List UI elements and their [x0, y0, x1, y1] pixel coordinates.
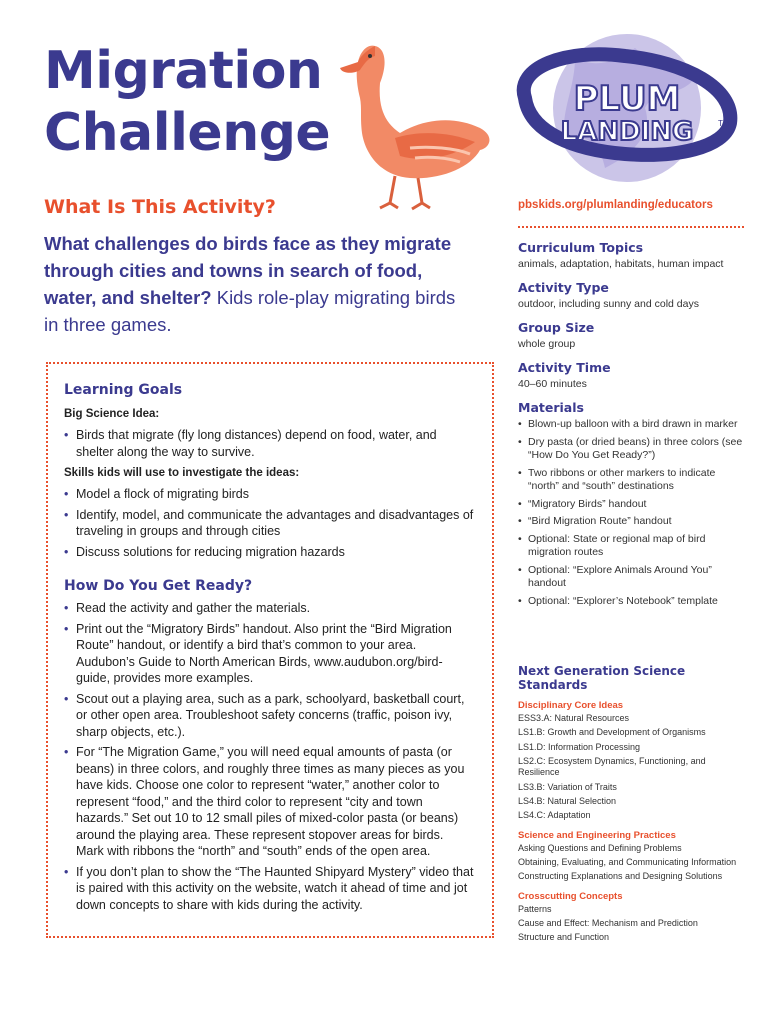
intro-question: What challenges do birds face as they migrate through cities and towns in search of food, water, and shelter?	[44, 233, 452, 308]
list-item: • For “The Migration Game,” you will need equal amounts of pasta (or beans) in three colors, and roughly three times as many pieces as you have kids. Choose one color to represent “water,” another color to represent “food,” and the third color to represent “city and town hazards.” Set out 10 to 12 small piles of mixed-color pasta (or beans) around the playing area. These represent stopover areas for birds. Mark with ribbons the “north” and “south” ends of the open area.	[64, 744, 474, 860]
list-item: • Optional: State or regional map of bird migration routes	[518, 533, 744, 560]
activity-heading: What Is This Activity?	[44, 196, 276, 218]
sep-label: Science and Engineering Practices	[518, 829, 676, 841]
activity-time-label: Activity Time	[518, 360, 611, 375]
goals-box	[46, 362, 494, 938]
list-item: • Optional: “Explore Animals Around You” handout	[518, 564, 744, 591]
get-ready-heading: How Do You Get Ready?	[64, 578, 253, 594]
materials-label: Materials	[518, 400, 584, 415]
list-item: • “Bird Migration Route” handout	[518, 515, 744, 529]
list-item: Obtaining, Evaluating, and Communicating Information	[518, 857, 737, 868]
dci-group	[518, 700, 748, 822]
list-item: • Read the activity and gather the materials.	[64, 600, 474, 617]
svg-text:PLUM: PLUM	[573, 79, 681, 119]
cc-group	[518, 891, 748, 944]
list-item: LS1.D: Information Processing	[518, 741, 641, 752]
list-item: • Discuss solutions for reducing migration hazards	[64, 544, 474, 561]
ngss-heading: Next Generation Science Standards	[518, 664, 686, 692]
sep-group	[518, 830, 748, 883]
skills-list	[64, 486, 474, 564]
curriculum-value: animals, adaptation, habitats, human impact	[518, 258, 724, 270]
list-item: LS3.B: Variation of Traits	[518, 781, 617, 792]
intro-tail: Kids role-play migrating birds in three games.	[44, 287, 456, 335]
list-item: • Identify, model, and communicate the advantages and disadvantages of traveling in groups and through cities	[64, 507, 474, 540]
list-item: LS2.C: Ecosystem Dynamics, Functioning, and Resilience	[518, 755, 706, 778]
group-size-value: whole group	[518, 338, 576, 350]
title-line-1: Migration	[44, 41, 323, 101]
list-item: • If you don’t plan to show the “The Haunted Shipyard Mystery” video that is paired with this activity on the website, watch it ahead of time and jot down concepts to share with kids during the activity.	[64, 864, 474, 914]
list-item: • Optional: “Explorer’s Notebook” template	[518, 595, 744, 609]
list-item: • Scout out a playing area, such as a park, schoolyard, basketball court, or other open area. Troubleshoot safety concerns (traffic, poison ivy, sharp objects, etc.).	[64, 691, 474, 741]
list-item: Patterns	[518, 903, 552, 914]
ngss-section	[518, 664, 748, 952]
svg-text:TM: TM	[718, 119, 730, 128]
activity-time-value: 40–60 minutes	[518, 378, 587, 390]
cc-label: Crosscutting Concepts	[518, 890, 623, 902]
list-item: LS1.B: Growth and Development of Organisms	[518, 727, 706, 738]
get-ready-list	[64, 600, 474, 917]
list-item: Cause and Effect: Mechanism and Prediction	[518, 918, 698, 929]
page-title	[44, 40, 330, 164]
big-idea-label: Big Science Idea:	[64, 408, 160, 420]
list-item: LS4.B: Natural Selection	[518, 795, 617, 806]
educators-link[interactable]: pbskids.org/plumlanding/educators	[518, 199, 713, 211]
list-item: LS4.C: Adaptation	[518, 810, 591, 821]
duck-illustration	[330, 38, 495, 213]
svg-text:LANDING: LANDING	[560, 117, 694, 147]
list-item: Structure and Function	[518, 932, 610, 943]
list-item: Constructing Explanations and Designing Solutions	[518, 871, 723, 882]
title-line-2: Challenge	[44, 103, 331, 163]
learning-goals-heading: Learning Goals	[64, 382, 183, 398]
divider	[518, 226, 744, 228]
list-item: • Print out the “Migratory Birds” handout. Also print the “Bird Migration Route” handout, or identify a bird that’s common to your area. Audubon’s Guide to North American Birds, www.audubon.org/bird-guide, provides more examples.	[64, 621, 474, 687]
list-item: • Dry pasta (or dried beans) in three colors (see “How Do You Get Ready?”)	[518, 436, 744, 463]
activity-type-label: Activity Type	[518, 280, 609, 295]
dci-label: Disciplinary Core Ideas	[518, 700, 624, 711]
list-item: • “Migratory Birds” handout	[518, 498, 744, 512]
list-item: ESS3.A: Natural Resources	[518, 713, 630, 723]
list-item: Asking Questions and Defining Problems	[518, 842, 682, 853]
activity-type-value: outdoor, including sunny and cold days	[518, 298, 699, 310]
plum-landing-logo	[505, 28, 745, 188]
group-size-label: Group Size	[518, 320, 595, 335]
list-item: • Blown-up balloon with a bird drawn in marker	[518, 418, 744, 432]
big-idea-list	[64, 427, 474, 464]
materials-list	[518, 418, 744, 608]
list-item: • Model a flock of migrating birds	[64, 486, 474, 503]
activity-sidebar	[518, 240, 744, 612]
list-item: • Two ribbons or other markers to indicate “north” and “south” destinations	[518, 467, 744, 494]
intro-paragraph	[44, 230, 474, 338]
curriculum-label: Curriculum Topics	[518, 240, 644, 255]
list-item: • Birds that migrate (fly long distances) depend on food, water, and shelter along the way to survive.	[64, 427, 474, 460]
skills-label: Skills kids will use to investigate the ideas:	[64, 467, 300, 479]
